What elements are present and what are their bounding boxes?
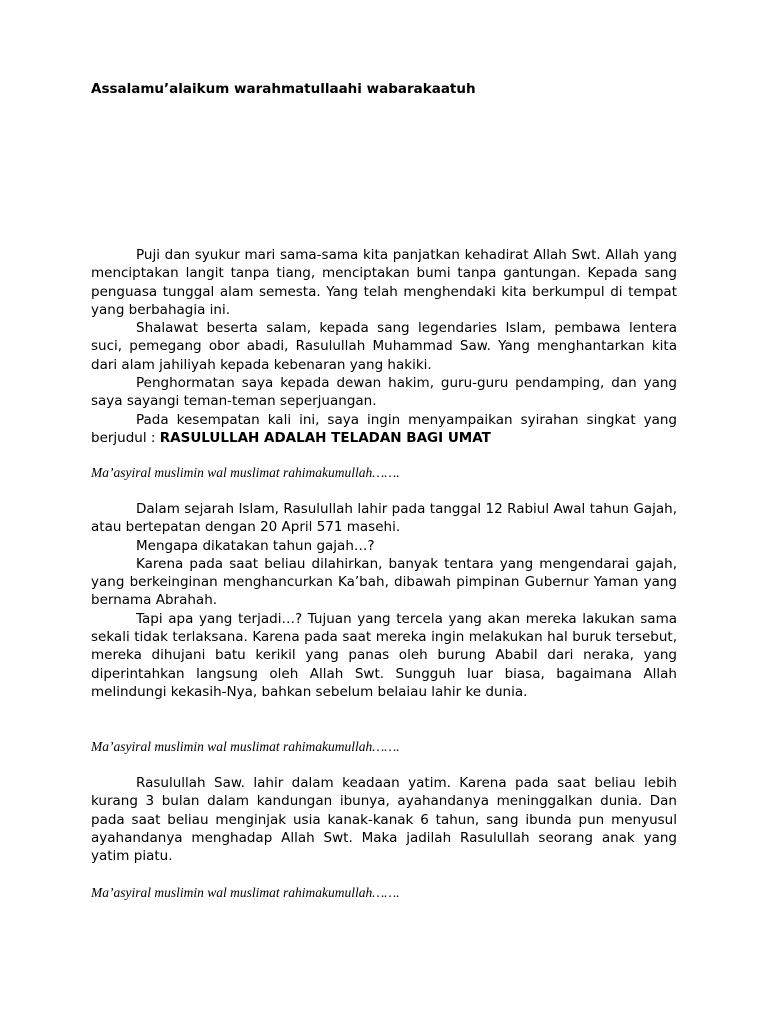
opening-paragraph-shalawat: Shalawat beserta salam, kepada sang legendaries Islam, pembawa lentera suci, pemegang obor abadi, Rasulullah Muhammad Saw. Yang menghantarkan kita dari alam jahiliyah kepada kebenaran yang hakiki. — [91, 320, 677, 373]
refrain-line-3: Ma’asyiral muslimin wal muslimat rahimakumullah……. — [91, 885, 400, 900]
orphan-section — [91, 774, 677, 865]
opening-paragraph-praise: Puji dan syukur mari sama-sama kita panjatkan kehadirat Allah Swt. Allah yang menciptakan langit tanpa tiang, menciptakan bumi tanpa gantungan. Kepada sang penguasa tunggal alam semesta. Yang telah menghendaki kita berkumpul di tempat yang berbahagia ini. — [91, 247, 677, 318]
intro-paragraph — [91, 411, 677, 448]
speech-title: RASULULLAH ADALAH TELADAN BAGI UMAT — [159, 429, 491, 446]
history-paragraph-question: Mengapa dikatakan tahun gajah…? — [136, 537, 375, 554]
history-paragraph-ababil: Tapi apa yang terjadi…? Tujuan yang tercela yang akan mereka lakukan sama sekali tidak terlaksana. Karena pada saat mereka ingin melakukan hal buruk tersebut, mereka dihujani batu kerikil yang panas oleh burung Ababil dari neraka, yang diperintahkan langsung oleh Allah Swt. Sungguh luar biasa, bagaimana Allah melindungi kekasih-Nya, bahkan sebelum belaiau lahir ke dunia. — [91, 610, 677, 700]
history-section — [91, 500, 677, 701]
refrain-line-1: Ma’asyiral muslimin wal muslimat rahimakumullah……. — [91, 465, 400, 480]
refrain-line-2: Ma’asyiral muslimin wal muslimat rahimakumullah……. — [91, 739, 400, 754]
orphan-paragraph: Rasulullah Saw. lahir dalam keadaan yatim. Karena pada saat beliau lebih kurang 3 bulan dalam kandungan ibunya, ayahandanya meninggalkan dunia. Dan pada saat beliau menginjak usia kanak-kanak 6 tahun, sang ibunda pun menyusul ayahandanya menghadap Allah Swt. Maka jadilah Rasulullah seorang anak yang yatim piatu. — [91, 775, 677, 865]
history-paragraph-elephant: Karena pada saat beliau dilahirkan, banyak tentara yang mengendarai gajah, yang berkeinginan menghancurkan Ka’bah, dibawah pimpinan Gubernur Yaman yang bernama Abrahah. — [91, 555, 677, 609]
opening-section — [91, 246, 677, 447]
history-paragraph-birth: Dalam sejarah Islam, Rasulullah lahir pada tanggal 12 Rabiul Awal tahun Gajah, atau bertepatan dengan 20 April 571 masehi. — [91, 501, 677, 536]
intro-text: Pada kesempatan kali ini, saya ingin menyampaikan syirahan singkat yang berjudul : — [91, 411, 677, 446]
opening-paragraph-respect: Penghormatan saya kepada dewan hakim, guru-guru pendamping, dan yang saya sayangi teman-teman seperjuangan. — [91, 375, 677, 410]
greeting-heading: Assalamu’alaikum warahmatullaahi wabarakaatuh — [91, 81, 476, 97]
